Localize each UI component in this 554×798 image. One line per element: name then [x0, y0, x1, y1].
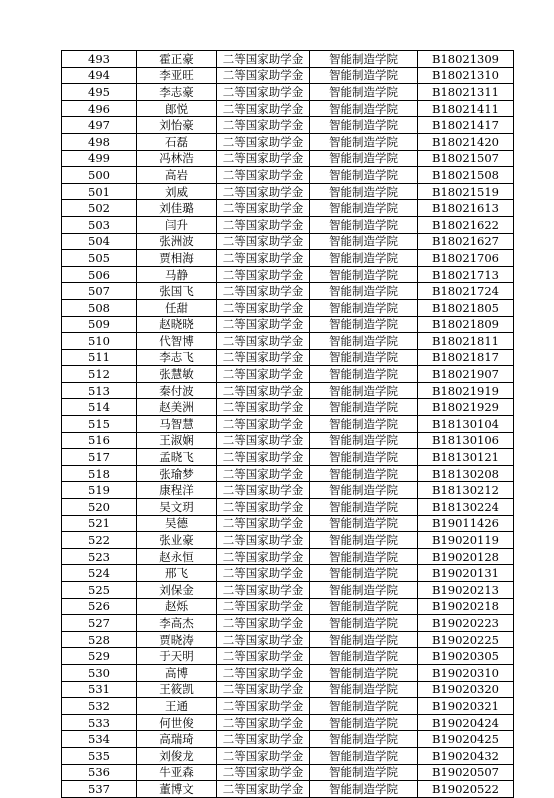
student-id-cell: B18021713: [418, 266, 514, 283]
student-id-cell: B19020223: [418, 615, 514, 632]
college-name-cell: 智能制造学院: [310, 664, 418, 681]
student-id-cell: B18130212: [418, 482, 514, 499]
award-type-cell: 二等国家助学金: [217, 349, 310, 366]
serial-number-cell: 534: [62, 731, 137, 748]
table-row: [62, 698, 514, 715]
student-name-cell: 李高杰: [137, 615, 217, 632]
college-name-cell: 智能制造学院: [310, 714, 418, 731]
college-name-cell: 智能制造学院: [310, 548, 418, 565]
award-type-cell: 二等国家助学金: [217, 416, 310, 433]
student-id-cell: B19020225: [418, 631, 514, 648]
student-name-cell: 贾晓涛: [137, 631, 217, 648]
student-id-cell: B18021929: [418, 399, 514, 416]
table-row: [62, 482, 514, 499]
student-name-cell: 李亚旺: [137, 67, 217, 84]
serial-number-cell: 533: [62, 714, 137, 731]
student-name-cell: 冯林浩: [137, 150, 217, 167]
award-type-cell: 二等国家助学金: [217, 465, 310, 482]
award-type-cell: 二等国家助学金: [217, 200, 310, 217]
student-name-cell: 高瑞琦: [137, 731, 217, 748]
college-name-cell: 智能制造学院: [310, 84, 418, 101]
scholarship-table: [61, 50, 514, 798]
student-id-cell: B18021809: [418, 316, 514, 333]
student-name-cell: 高博: [137, 664, 217, 681]
student-name-cell: 刘佳璐: [137, 200, 217, 217]
serial-number-cell: 518: [62, 465, 137, 482]
college-name-cell: 智能制造学院: [310, 764, 418, 781]
serial-number-cell: 498: [62, 133, 137, 150]
serial-number-cell: 521: [62, 515, 137, 532]
student-name-cell: 赵烁: [137, 598, 217, 615]
student-name-cell: 赵晓晓: [137, 316, 217, 333]
table-row: [62, 250, 514, 267]
student-id-cell: B18021309: [418, 51, 514, 68]
table-row: [62, 67, 514, 84]
college-name-cell: 智能制造学院: [310, 167, 418, 184]
student-name-cell: 刘保金: [137, 582, 217, 599]
table-row: [62, 515, 514, 532]
college-name-cell: 智能制造学院: [310, 266, 418, 283]
table-row: [62, 382, 514, 399]
award-type-cell: 二等国家助学金: [217, 631, 310, 648]
student-name-cell: 赵永恒: [137, 548, 217, 565]
table-row: [62, 714, 514, 731]
college-name-cell: 智能制造学院: [310, 781, 418, 798]
serial-number-cell: 496: [62, 100, 137, 117]
college-name-cell: 智能制造学院: [310, 731, 418, 748]
award-type-cell: 二等国家助学金: [217, 598, 310, 615]
table-row: [62, 499, 514, 516]
serial-number-cell: 495: [62, 84, 137, 101]
award-type-cell: 二等国家助学金: [217, 698, 310, 715]
award-type-cell: 二等国家助学金: [217, 615, 310, 632]
table-row: [62, 333, 514, 350]
student-id-cell: B19020424: [418, 714, 514, 731]
college-name-cell: 智能制造学院: [310, 416, 418, 433]
serial-number-cell: 524: [62, 565, 137, 582]
table-row: [62, 648, 514, 665]
table-row: [62, 100, 514, 117]
table-row: [62, 283, 514, 300]
table-row: [62, 84, 514, 101]
student-name-cell: 王筱凯: [137, 681, 217, 698]
serial-number-cell: 527: [62, 615, 137, 632]
serial-number-cell: 517: [62, 449, 137, 466]
table-row: [62, 764, 514, 781]
serial-number-cell: 512: [62, 366, 137, 383]
student-id-cell: B18021622: [418, 216, 514, 233]
student-id-cell: B18021613: [418, 200, 514, 217]
award-type-cell: 二等国家助学金: [217, 250, 310, 267]
award-type-cell: 二等国家助学金: [217, 67, 310, 84]
serial-number-cell: 507: [62, 283, 137, 300]
college-name-cell: 智能制造学院: [310, 283, 418, 300]
table-row: [62, 598, 514, 615]
college-name-cell: 智能制造学院: [310, 598, 418, 615]
serial-number-cell: 497: [62, 117, 137, 134]
college-name-cell: 智能制造学院: [310, 399, 418, 416]
serial-number-cell: 519: [62, 482, 137, 499]
serial-number-cell: 535: [62, 747, 137, 764]
student-name-cell: 牛亚森: [137, 764, 217, 781]
student-name-cell: 赵美洲: [137, 399, 217, 416]
table-row: [62, 681, 514, 698]
college-name-cell: 智能制造学院: [310, 465, 418, 482]
table-row: [62, 399, 514, 416]
student-name-cell: 石磊: [137, 133, 217, 150]
serial-number-cell: 530: [62, 664, 137, 681]
serial-number-cell: 526: [62, 598, 137, 615]
table-row: [62, 150, 514, 167]
college-name-cell: 智能制造学院: [310, 366, 418, 383]
serial-number-cell: 509: [62, 316, 137, 333]
table-row: [62, 615, 514, 632]
student-id-cell: B18021811: [418, 333, 514, 350]
college-name-cell: 智能制造学院: [310, 100, 418, 117]
college-name-cell: 智能制造学院: [310, 432, 418, 449]
serial-number-cell: 537: [62, 781, 137, 798]
award-type-cell: 二等国家助学金: [217, 648, 310, 665]
serial-number-cell: 502: [62, 200, 137, 217]
serial-number-cell: 523: [62, 548, 137, 565]
table-row: [62, 731, 514, 748]
serial-number-cell: 499: [62, 150, 137, 167]
student-id-cell: B19020320: [418, 681, 514, 698]
award-type-cell: 二等国家助学金: [217, 714, 310, 731]
college-name-cell: 智能制造学院: [310, 631, 418, 648]
table-row: [62, 631, 514, 648]
award-type-cell: 二等国家助学金: [217, 432, 310, 449]
student-id-cell: B18021627: [418, 233, 514, 250]
student-name-cell: 刘俊龙: [137, 747, 217, 764]
student-id-cell: B19020425: [418, 731, 514, 748]
college-name-cell: 智能制造学院: [310, 515, 418, 532]
serial-number-cell: 500: [62, 167, 137, 184]
student-name-cell: 刘怡豪: [137, 117, 217, 134]
award-type-cell: 二等国家助学金: [217, 100, 310, 117]
college-name-cell: 智能制造学院: [310, 615, 418, 632]
award-type-cell: 二等国家助学金: [217, 216, 310, 233]
table-row: [62, 366, 514, 383]
table-row: [62, 233, 514, 250]
table-row: [62, 117, 514, 134]
serial-number-cell: 505: [62, 250, 137, 267]
student-name-cell: 吴德: [137, 515, 217, 532]
student-name-cell: 孟晓飞: [137, 449, 217, 466]
college-name-cell: 智能制造学院: [310, 482, 418, 499]
student-name-cell: 于天明: [137, 648, 217, 665]
student-id-cell: B18130121: [418, 449, 514, 466]
student-name-cell: 张瑜梦: [137, 465, 217, 482]
college-name-cell: 智能制造学院: [310, 299, 418, 316]
student-id-cell: B18021817: [418, 349, 514, 366]
college-name-cell: 智能制造学院: [310, 499, 418, 516]
student-name-cell: 王淑娴: [137, 432, 217, 449]
student-name-cell: 张业豪: [137, 532, 217, 549]
college-name-cell: 智能制造学院: [310, 747, 418, 764]
award-type-cell: 二等国家助学金: [217, 299, 310, 316]
award-type-cell: 二等国家助学金: [217, 150, 310, 167]
award-type-cell: 二等国家助学金: [217, 333, 310, 350]
college-name-cell: 智能制造学院: [310, 250, 418, 267]
student-id-cell: B19020128: [418, 548, 514, 565]
award-type-cell: 二等国家助学金: [217, 764, 310, 781]
table-row: [62, 432, 514, 449]
student-id-cell: B18021724: [418, 283, 514, 300]
award-type-cell: 二等国家助学金: [217, 499, 310, 516]
serial-number-cell: 520: [62, 499, 137, 516]
student-name-cell: 任甜: [137, 299, 217, 316]
serial-number-cell: 493: [62, 51, 137, 68]
student-id-cell: B19020310: [418, 664, 514, 681]
student-name-cell: 王通: [137, 698, 217, 715]
student-name-cell: 张慧敏: [137, 366, 217, 383]
college-name-cell: 智能制造学院: [310, 150, 418, 167]
student-id-cell: B19020119: [418, 532, 514, 549]
table-row: [62, 664, 514, 681]
serial-number-cell: 536: [62, 764, 137, 781]
award-type-cell: 二等国家助学金: [217, 731, 310, 748]
student-name-cell: 李志飞: [137, 349, 217, 366]
student-id-cell: B18021805: [418, 299, 514, 316]
student-id-cell: B18021311: [418, 84, 514, 101]
table-row: [62, 747, 514, 764]
award-type-cell: 二等国家助学金: [217, 316, 310, 333]
serial-number-cell: 494: [62, 67, 137, 84]
student-id-cell: B19020522: [418, 781, 514, 798]
college-name-cell: 智能制造学院: [310, 183, 418, 200]
award-type-cell: 二等国家助学金: [217, 399, 310, 416]
serial-number-cell: 511: [62, 349, 137, 366]
student-name-cell: 马静: [137, 266, 217, 283]
table-row: [62, 465, 514, 482]
table-row: [62, 781, 514, 798]
student-id-cell: B19020131: [418, 565, 514, 582]
award-type-cell: 二等国家助学金: [217, 747, 310, 764]
award-type-cell: 二等国家助学金: [217, 366, 310, 383]
college-name-cell: 智能制造学院: [310, 316, 418, 333]
award-type-cell: 二等国家助学金: [217, 283, 310, 300]
student-id-cell: B19020432: [418, 747, 514, 764]
college-name-cell: 智能制造学院: [310, 200, 418, 217]
serial-number-cell: 510: [62, 333, 137, 350]
student-id-cell: B19011426: [418, 515, 514, 532]
award-type-cell: 二等国家助学金: [217, 582, 310, 599]
student-name-cell: 代智博: [137, 333, 217, 350]
student-name-cell: 李志豪: [137, 84, 217, 101]
table-row: [62, 299, 514, 316]
award-type-cell: 二等国家助学金: [217, 449, 310, 466]
serial-number-cell: 516: [62, 432, 137, 449]
table-row: [62, 316, 514, 333]
award-type-cell: 二等国家助学金: [217, 548, 310, 565]
award-type-cell: 二等国家助学金: [217, 133, 310, 150]
student-id-cell: B18021508: [418, 167, 514, 184]
student-name-cell: 何世俊: [137, 714, 217, 731]
serial-number-cell: 531: [62, 681, 137, 698]
student-id-cell: B18130106: [418, 432, 514, 449]
student-name-cell: 贾相海: [137, 250, 217, 267]
student-id-cell: B18021519: [418, 183, 514, 200]
serial-number-cell: 501: [62, 183, 137, 200]
award-type-cell: 二等国家助学金: [217, 183, 310, 200]
college-name-cell: 智能制造学院: [310, 449, 418, 466]
student-id-cell: B18021706: [418, 250, 514, 267]
table-row: [62, 51, 514, 68]
serial-number-cell: 508: [62, 299, 137, 316]
student-id-cell: B19020305: [418, 648, 514, 665]
student-id-cell: B18021919: [418, 382, 514, 399]
award-type-cell: 二等国家助学金: [217, 532, 310, 549]
serial-number-cell: 525: [62, 582, 137, 599]
award-type-cell: 二等国家助学金: [217, 117, 310, 134]
student-id-cell: B19020321: [418, 698, 514, 715]
student-id-cell: B18021310: [418, 67, 514, 84]
serial-number-cell: 532: [62, 698, 137, 715]
college-name-cell: 智能制造学院: [310, 582, 418, 599]
college-name-cell: 智能制造学院: [310, 216, 418, 233]
table-row: [62, 532, 514, 549]
student-id-cell: B19020507: [418, 764, 514, 781]
college-name-cell: 智能制造学院: [310, 51, 418, 68]
student-name-cell: 马智慧: [137, 416, 217, 433]
award-type-cell: 二等国家助学金: [217, 51, 310, 68]
serial-number-cell: 513: [62, 382, 137, 399]
table-row: [62, 582, 514, 599]
student-id-cell: B18021417: [418, 117, 514, 134]
award-type-cell: 二等国家助学金: [217, 266, 310, 283]
table-row: [62, 167, 514, 184]
award-type-cell: 二等国家助学金: [217, 84, 310, 101]
table-row: [62, 449, 514, 466]
award-type-cell: 二等国家助学金: [217, 382, 310, 399]
table-row: [62, 349, 514, 366]
student-name-cell: 张洲波: [137, 233, 217, 250]
table-row: [62, 133, 514, 150]
table-body: [62, 51, 514, 798]
college-name-cell: 智能制造学院: [310, 233, 418, 250]
serial-number-cell: 528: [62, 631, 137, 648]
serial-number-cell: 529: [62, 648, 137, 665]
award-type-cell: 二等国家助学金: [217, 781, 310, 798]
college-name-cell: 智能制造学院: [310, 681, 418, 698]
serial-number-cell: 503: [62, 216, 137, 233]
award-type-cell: 二等国家助学金: [217, 233, 310, 250]
serial-number-cell: 522: [62, 532, 137, 549]
college-name-cell: 智能制造学院: [310, 67, 418, 84]
student-name-cell: 闫升: [137, 216, 217, 233]
serial-number-cell: 506: [62, 266, 137, 283]
table-row: [62, 266, 514, 283]
college-name-cell: 智能制造学院: [310, 698, 418, 715]
student-id-cell: B18021411: [418, 100, 514, 117]
award-type-cell: 二等国家助学金: [217, 482, 310, 499]
student-name-cell: 张国飞: [137, 283, 217, 300]
student-name-cell: 秦付波: [137, 382, 217, 399]
college-name-cell: 智能制造学院: [310, 133, 418, 150]
student-id-cell: B19020213: [418, 582, 514, 599]
student-name-cell: 吴文玥: [137, 499, 217, 516]
serial-number-cell: 515: [62, 416, 137, 433]
student-id-cell: B18130104: [418, 416, 514, 433]
table-row: [62, 565, 514, 582]
student-name-cell: 郎悦: [137, 100, 217, 117]
student-name-cell: 刘威: [137, 183, 217, 200]
table-row: [62, 200, 514, 217]
table-row: [62, 416, 514, 433]
student-id-cell: B18021507: [418, 150, 514, 167]
student-name-cell: 董博文: [137, 781, 217, 798]
college-name-cell: 智能制造学院: [310, 648, 418, 665]
student-name-cell: 高岩: [137, 167, 217, 184]
college-name-cell: 智能制造学院: [310, 333, 418, 350]
student-id-cell: B18021420: [418, 133, 514, 150]
serial-number-cell: 504: [62, 233, 137, 250]
award-type-cell: 二等国家助学金: [217, 167, 310, 184]
student-id-cell: B18130208: [418, 465, 514, 482]
award-type-cell: 二等国家助学金: [217, 515, 310, 532]
table-row: [62, 216, 514, 233]
college-name-cell: 智能制造学院: [310, 532, 418, 549]
award-type-cell: 二等国家助学金: [217, 664, 310, 681]
college-name-cell: 智能制造学院: [310, 565, 418, 582]
award-type-cell: 二等国家助学金: [217, 681, 310, 698]
student-id-cell: B19020218: [418, 598, 514, 615]
table-row: [62, 183, 514, 200]
student-id-cell: B18021907: [418, 366, 514, 383]
student-name-cell: 邢飞: [137, 565, 217, 582]
table-row: [62, 548, 514, 565]
award-type-cell: 二等国家助学金: [217, 565, 310, 582]
college-name-cell: 智能制造学院: [310, 349, 418, 366]
serial-number-cell: 514: [62, 399, 137, 416]
college-name-cell: 智能制造学院: [310, 382, 418, 399]
student-name-cell: 霍正豪: [137, 51, 217, 68]
student-name-cell: 康程洋: [137, 482, 217, 499]
student-id-cell: B18130224: [418, 499, 514, 516]
college-name-cell: 智能制造学院: [310, 117, 418, 134]
